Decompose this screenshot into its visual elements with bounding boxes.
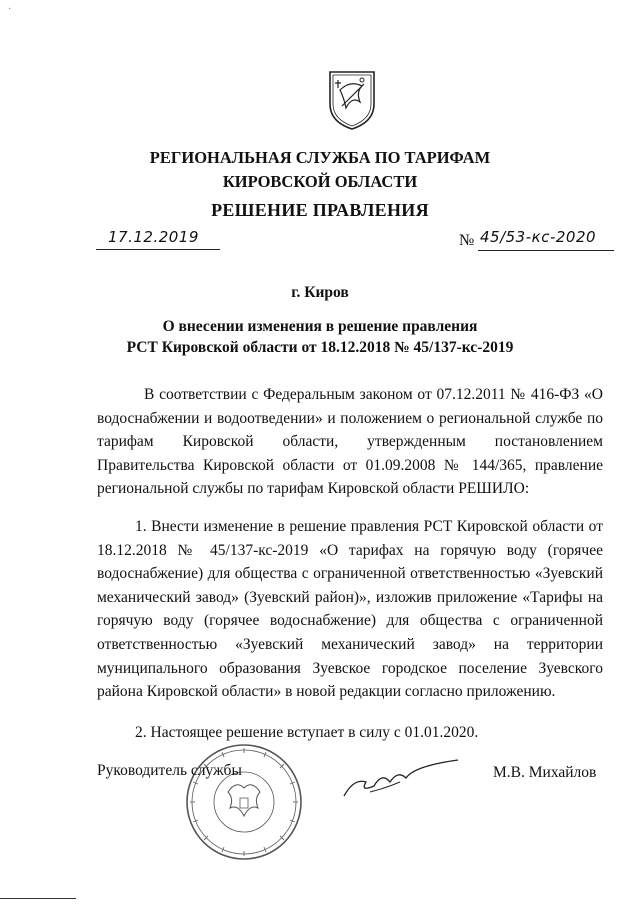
document-title: РЕШЕНИЕ ПРАВЛЕНИЯ	[211, 200, 429, 220]
number-underline	[478, 250, 614, 251]
body-paragraph-item-2: 2. Настоящее решение вступает в силу с 01.01.2020.	[135, 724, 479, 741]
subject-line-1: О внесении изменения в решение правления	[162, 318, 478, 335]
document-number: 45/53-кс-2020	[480, 228, 597, 246]
organization-line-1: РЕГИОНАЛЬНАЯ СЛУЖБА ПО ТАРИФАМ	[149, 148, 491, 167]
city: г. Киров	[291, 284, 349, 301]
document-date: 17.12.2019	[108, 228, 199, 246]
footer-rule	[0, 898, 76, 899]
official-seal-icon	[184, 742, 304, 862]
coat-of-arms-icon	[326, 68, 378, 132]
document-subject	[0, 316, 640, 358]
body-paragraph-preamble: В соответствии с Федеральным законом от 07.12.2011 № 416-ФЗ «О водоснабжении и водоотведении» и положением о региональной службе по тарифам Кировской области, утвержденным постановлением Правительства Кировской области от 01.09.2008 № 144/365, правление региональной службы по тарифам Кировской области РЕШИЛО:	[97, 386, 603, 498]
organization-line-2: КИРОВСКОЙ ОБЛАСТИ	[222, 172, 418, 191]
signature-icon	[340, 752, 460, 804]
organization-name	[0, 146, 640, 194]
signatory-title: Руководитель службы	[97, 762, 242, 779]
page-mark: ·	[8, 4, 12, 15]
signatory-name: М.В. Михайлов	[493, 764, 597, 781]
number-sign: №	[459, 232, 475, 249]
date-underline	[96, 249, 220, 250]
subject-line-2: РСТ Кировской области от 18.12.2018 № 45/137-кс-2019	[126, 339, 514, 356]
body-paragraph-item-1: 1. Внести изменение в решение правления РСТ Кировской области от 18.12.2018 № 45/137-кс-2019 «О тарифах на горячую воду (горячее водоснабжение) для общества с ограниченной ответственностью «Зуевский механический завод» (Зуевский район)», изложив приложение «Тарифы на горячую воду (горячее водоснабжение) для общества с ограниченной ответственностью «Зуевский механический завод» на территории муниципального образования Зуевское городское поселение Зуевского района Кировской области» в новой редакции согласно приложению.	[97, 518, 603, 701]
